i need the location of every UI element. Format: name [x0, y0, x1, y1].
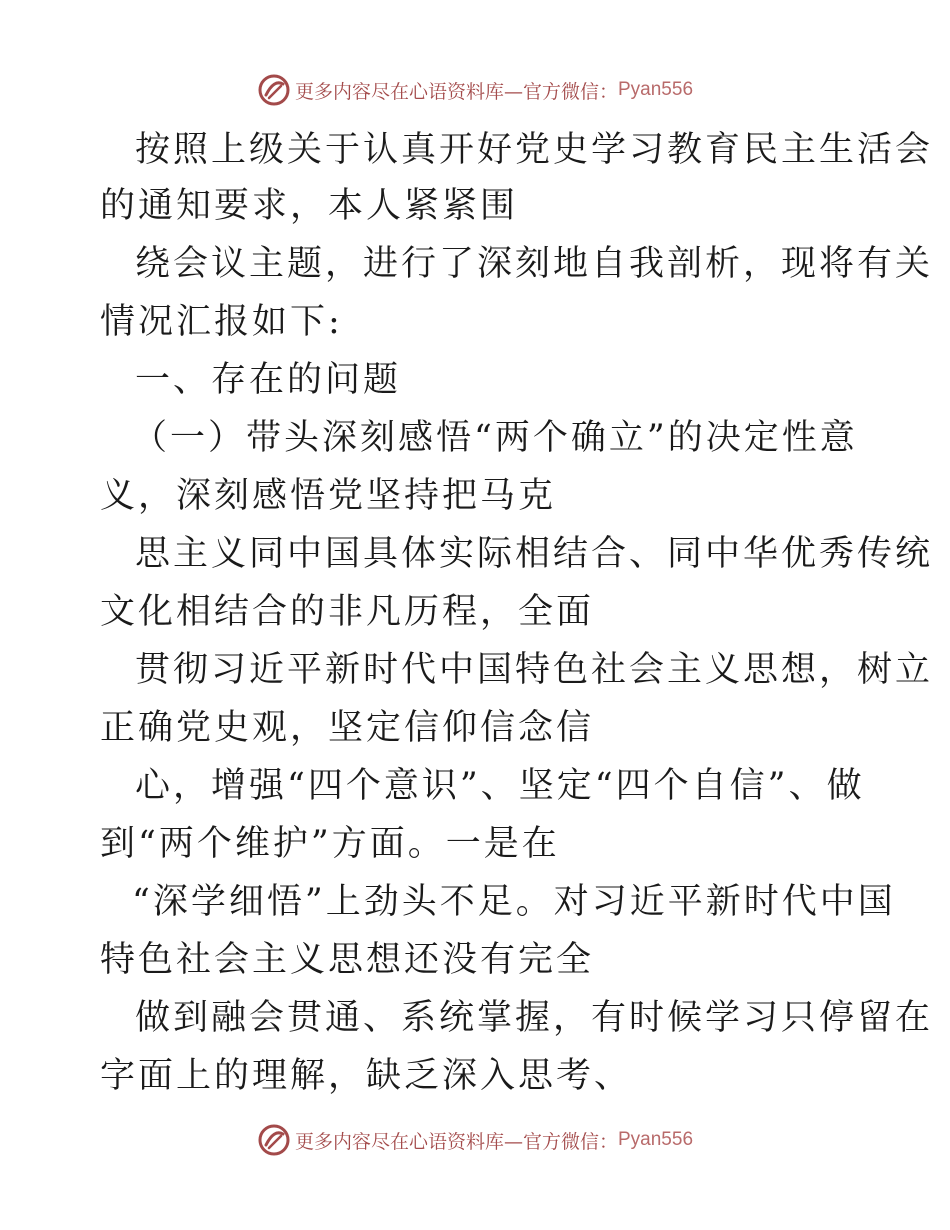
paragraph-line: 文化相结合的非凡历程，全面: [100, 592, 595, 632]
paragraph-line: “深学细悟”上劲头不足。对习近平新时代中国: [132, 882, 896, 922]
paragraph-line: 按照上级关于认真开好党史学习教育民主生活会: [135, 130, 934, 170]
paragraph-line: 思主义同中国具体实际相结合、同中华优秀传统: [135, 534, 934, 574]
footer-watermark: [0, 1120, 950, 1160]
paragraph-line: 字面上的理解，缺乏深入思考、: [100, 1056, 633, 1096]
brand-logo-icon: [257, 1123, 291, 1157]
watermark-id: Pyan556: [618, 1129, 694, 1150]
paragraph-line: 心，增强“四个意识”、坚定“四个自信”、做: [135, 766, 865, 806]
subsection-heading: （一）带头深刻感悟“两个确立”的决定性意: [132, 418, 858, 458]
section-heading: 一、存在的问题: [135, 360, 402, 400]
paragraph-line: 义，深刻感悟党坚持把马克: [100, 476, 557, 516]
paragraph-line: 的通知要求，本人紧紧围: [100, 186, 519, 226]
watermark-text: 更多内容尽在心语资料库—官方微信：: [294, 1130, 618, 1153]
watermark-id: Pyan556: [618, 79, 694, 100]
paragraph-line: 绕会议主题，进行了深刻地自我剖析，现将有关: [135, 244, 934, 284]
paragraph-line: 贯彻习近平新时代中国特色社会主义思想，树立: [135, 650, 934, 690]
paragraph-line: 情况汇报如下:: [100, 302, 343, 342]
paragraph-line: 做到融会贯通、系统掌握，有时候学习只停留在: [135, 998, 934, 1038]
brand-logo-icon: [257, 73, 291, 107]
paragraph-line: 到“两个维护”方面。一是在: [100, 824, 560, 864]
header-watermark: [0, 70, 950, 110]
paragraph-line: 特色社会主义思想还没有完全: [100, 940, 595, 980]
paragraph-line: 正确党史观，坚定信仰信念信: [100, 708, 595, 748]
watermark-text: 更多内容尽在心语资料库—官方微信：: [294, 80, 618, 103]
